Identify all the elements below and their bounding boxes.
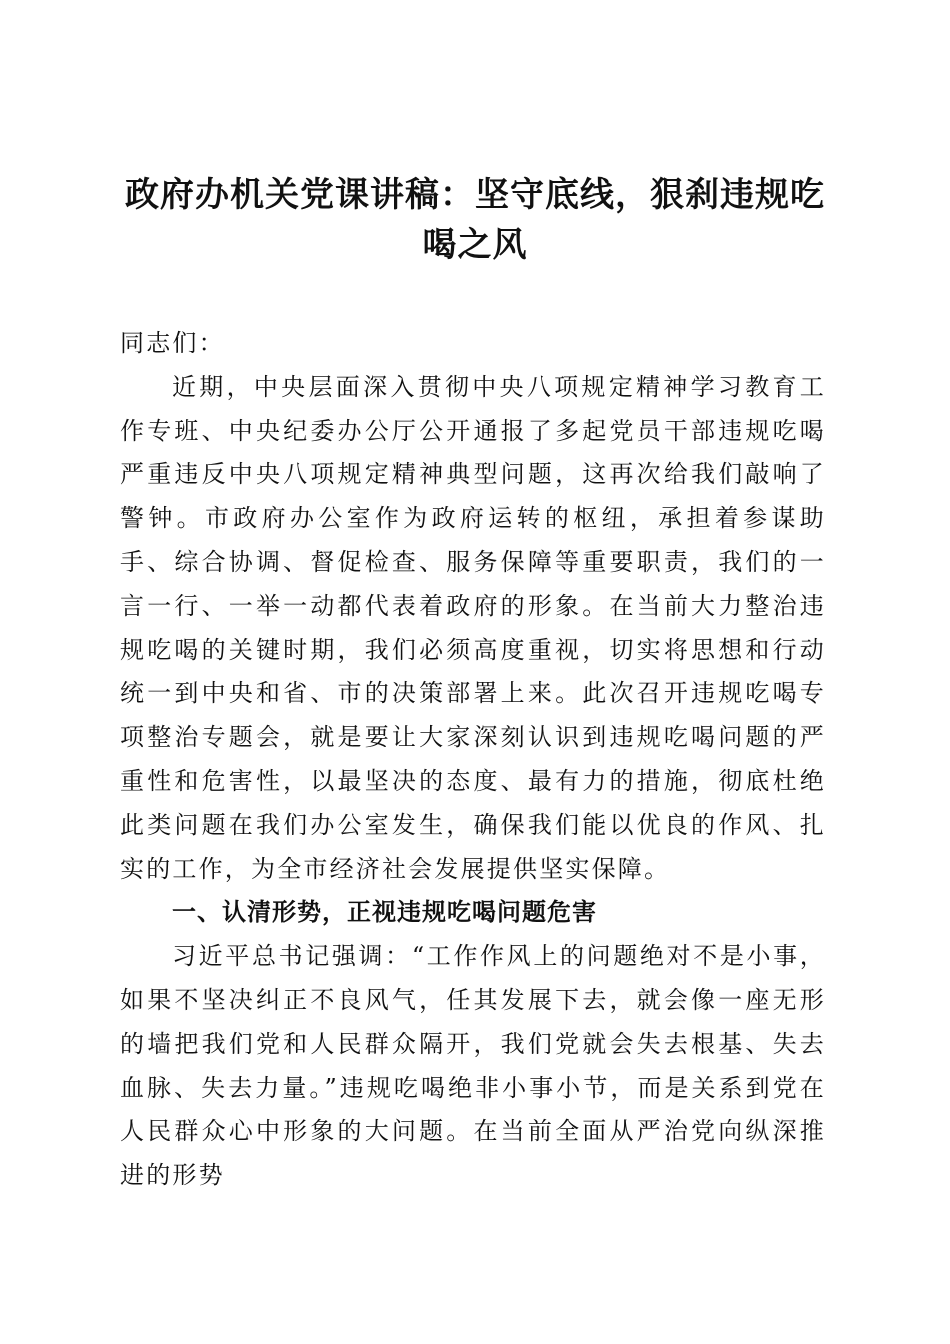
salutation: 同志们：	[120, 329, 225, 357]
section-paragraph: 习近平总书记强调：“工作作风上的问题绝对不是小事，如果不坚决纠正不良风气，任其发展下去，就会像一座无形的墙把我们党和人民群众隔开，我们党就会失去根基、失去血脉、失去力量。”违规吃喝绝非小事小节，而是关系到党在人民群众心中形象的大问题。在当前全面从严治党向纵深推进的形势	[120, 942, 826, 1190]
section-heading: 一、认清形势，正视违规吃喝问题危害	[172, 898, 597, 927]
document-title: 政府办机关党课讲稿：坚守底线，狠刹违规吃喝之风	[125, 175, 825, 265]
intro-paragraph: 近期，中央层面深入贯彻中央八项规定精神学习教育工作专班、中央纪委办公厅公开通报了多起党员干部违规吃喝严重违反中央八项规定精神典型问题，这再次给我们敲响了警钟。市政府办公室作为政府运转的枢纽，承担着参谋助手、综合协调、督促检查、服务保障等重要职责，我们的一言一行、一举一动都代表着政府的形象。在当前大力整治违规吃喝的关键时期，我们必须高度重视，切实将思想和行动统一到中央和省、市的决策部署上来。此次召开违规吃喝专项整治专题会，就是要让大家深刻认识到违规吃喝问题的严重性和危害性，以最坚决的态度、最有力的措施，彻底杜绝此类问题在我们办公室发生，确保我们能以优良的作风、扎实的工作，为全市经济社会发展提供坚实保障。	[120, 372, 826, 883]
document-body	[120, 322, 826, 1198]
